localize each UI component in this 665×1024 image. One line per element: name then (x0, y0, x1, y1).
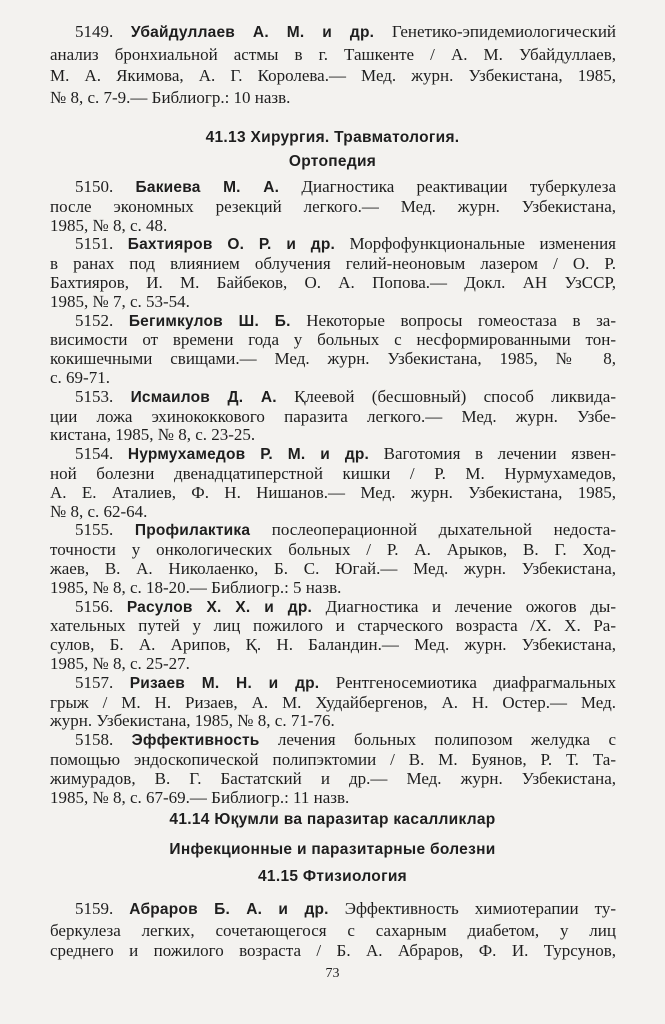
entry-first-line (50, 899, 616, 921)
entry-title-start: Ваготомия в лечении язвен- (383, 444, 617, 464)
entry-line: после экономных резекций легкого.— Мед. журн. Узбекистана, (50, 196, 616, 216)
entry-number: 5151. (75, 234, 114, 254)
page-number: 73 (325, 966, 340, 981)
entry-line: жаев, В. А. Николаенко, Б. С. Югай.— Мед. журн. Узбекистана, (50, 558, 616, 578)
entry-number: 5159. (75, 899, 114, 918)
entry-author: Абраров Б. А. и др. (129, 901, 329, 918)
entry-title-start: Қлеевой (бесшовный) способ ликвида- (294, 386, 617, 406)
section-heading-phthisiology: 41.15 Фтизиология (258, 868, 407, 885)
entry-line: журн. Узбекистана, 1985, № 8, с. 71-76. (50, 711, 335, 731)
bibliography-entry (50, 674, 616, 731)
bibliography-entry (50, 445, 616, 521)
bibliography-entry (50, 731, 616, 807)
entry-title-start: Эффективность химиотерапии ту- (344, 899, 617, 918)
entry-first-line (50, 731, 616, 751)
entry-number: 5158. (75, 730, 114, 750)
entry-title-start: Диагностика реактивации туберкулеза (301, 177, 617, 196)
entry-title-start: Генетико-эпидемиологический (391, 22, 617, 41)
entry-author: Исмаилов Д. А. (130, 388, 277, 406)
bibliography-entry (50, 598, 616, 674)
entry-title-start: Рентгеносемиотика диафрагмальных (335, 672, 617, 692)
entry-first-line (50, 235, 616, 255)
entry-first-line (50, 521, 616, 541)
entry-line: грыж / М. Н. Ризаев, А. М. Худайбергенов, А. Н. Остер.— Мед. (50, 692, 616, 712)
entry-first-line (50, 312, 616, 332)
entry-first-line (50, 598, 616, 618)
entry-line: Бахтияров, И. М. Байбеков, О. А. Попова.— Докл. АН УзССР, (50, 272, 616, 292)
entry-first-line (50, 178, 616, 198)
entry-line: хательных путей у лиц пожилого и старческого возраста /Х. Х. Ра- (50, 616, 616, 636)
entry-title-start: Морфофункциональные изменения (349, 234, 616, 254)
entry-line: А. Е. Аталиев, Ф. Н. Нишанов.— Мед. журн. Узбекистана, 1985, (50, 482, 616, 502)
entry-first-line (50, 445, 616, 465)
entry-author: Нурмухамедов Р. М. и др. (127, 446, 370, 464)
section-heading-infectious-uz: 41.14 Юқумли ва паразитар касалликлар (169, 811, 496, 828)
entry-number: 5152. (75, 310, 114, 330)
entry-number: 5154. (75, 444, 114, 464)
entry-title-start: Диагностика и лечение ожогов ды- (325, 596, 616, 616)
entry-number: 5153. (75, 386, 114, 406)
entry-line: сулов, Б. А. Арипов, Қ. Н. Баландин.— Мед. журн. Узбекистана, (50, 635, 616, 655)
entry-number: 5156. (75, 596, 114, 616)
entry-line: М. А. Якимова, А. Г. Королева.— Мед. журн. Узбекистана, 1985, (50, 66, 616, 85)
entry-first-line (50, 21, 616, 44)
entry-number: 5155. (75, 520, 114, 540)
entry-author: Убайдуллаев А. М. и др. (130, 24, 375, 41)
entry-line: точности у онкологических больных / Р. А. Арыков, В. Г. Ход- (50, 540, 616, 560)
entry-number: 5150. (75, 177, 114, 196)
entry-line: в ранах под влиянием облучения гелий-неоновым лазером / О. Р. (50, 254, 616, 274)
entry-block-phthisiology (50, 899, 616, 962)
entry-title-start: Некоторые вопросы гомеостаза в за- (306, 310, 616, 330)
entry-author: Ризаев М. Н. и др. (129, 674, 320, 692)
bibliography-entry (50, 235, 616, 311)
bibliography-entry (50, 899, 616, 962)
entry-author: Бегимкулов Ш. Б. (128, 312, 291, 330)
entry-line: среднего и пожилого возраста / Б. А. Абраров, Ф. И. Турсунов, (50, 941, 616, 960)
entry-title-start: лечения больных полипозом желудка с (277, 730, 616, 750)
entry-author: Расулов Х. Х. и др. (126, 598, 313, 616)
entry-author: Бахтияров О. Р. и др. (127, 236, 336, 254)
entry-line: № 8, с. 62-64. (50, 501, 148, 521)
entry-line: ной болезни двенадцатиперстной кишки / Р. М. Нурмухамедов, (50, 463, 616, 483)
entry-line: 1985, № 8, с. 48. (50, 215, 168, 235)
section-subheading-orthopedics: Ортопедия (288, 153, 377, 170)
entry-line: с. 69-71. (50, 367, 110, 387)
bibliography-entry (50, 521, 616, 597)
bibliography-entry (50, 388, 616, 445)
section-subheading-infectious-ru: Инфекционные и паразитарные болезни (169, 841, 496, 858)
entry-number: 5149. (75, 22, 114, 41)
entry-line: анализ бронхиальной астмы в г. Ташкенте / А. М. Убайдуллаев, (50, 44, 616, 64)
entry-line: кокишечными свищами.— Мед. журн. Узбекистана, 1985, № 8, (50, 349, 616, 369)
entry-line: помощью эндоскопической полипэктомии / В. М. Буянов, Р. Т. Та- (50, 749, 616, 769)
entry-first-line (50, 388, 616, 408)
entry-line: 1985, № 8, с. 18-20.— Библиогр.: 5 назв. (50, 577, 342, 597)
entry-line: висимости от времени года у больных с несформированными тон- (50, 330, 616, 350)
entry-line: беркулеза легких, сочетающегося с сахарным диабетом, у лиц (50, 920, 616, 940)
entry-number: 5157. (75, 672, 114, 692)
bibliography-entry (50, 178, 616, 235)
entry-first-line (50, 674, 616, 694)
entry-title-start: послеоперационной дыхательной недоста- (271, 520, 616, 540)
entry-line: 1985, № 8, с. 25-27. (50, 653, 190, 673)
entry-line: № 8, с. 7-9.— Библиогр.: 10 назв. (50, 87, 291, 107)
bibliography-entry (50, 21, 616, 108)
entry-author: Профилактика (134, 522, 251, 540)
entry-block-5149 (50, 21, 616, 108)
section-heading-surgery: 41.13 Хирургия. Травматология. (205, 129, 460, 146)
entry-author: Бакиева М. А. (135, 179, 280, 196)
entry-author: Эффективность (131, 732, 260, 750)
entry-line: ции ложа эхинококкового паразита легкого.— Мед. журн. Узбе- (50, 406, 616, 426)
entry-block-surgery (50, 178, 616, 807)
bibliography-entry (50, 312, 616, 388)
entry-line: кистана, 1985, № 8, с. 23-25. (50, 425, 256, 445)
entry-line: жимурадов, В. Г. Бастатский и др.— Мед. журн. Узбекистана, (50, 768, 616, 788)
entry-line: 1985, № 8, с. 67-69.— Библиогр.: 11 назв. (50, 787, 350, 807)
entry-line: 1985, № 7, с. 53-54. (50, 291, 190, 311)
